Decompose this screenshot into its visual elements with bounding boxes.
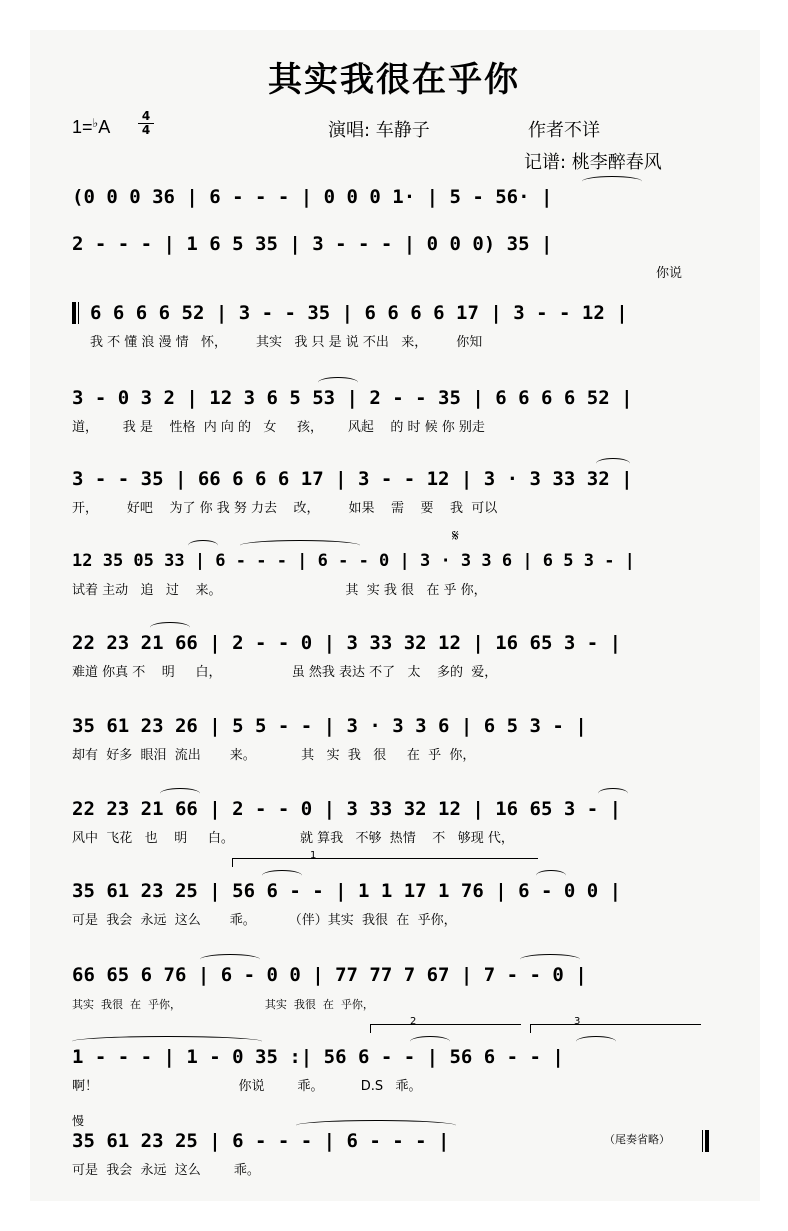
author-credit: 作者不详 <box>528 120 600 141</box>
final-bar <box>702 1130 709 1152</box>
lyric-line: 我 不 懂 浪 漫 情 怀， 其实 我 只 是 说 不出 来， 你知 <box>90 335 483 350</box>
slur <box>160 788 200 799</box>
repeat-start-bar <box>72 302 79 324</box>
slur <box>536 870 566 881</box>
score-row-3 <box>0 300 788 380</box>
slur <box>576 1036 616 1047</box>
slur <box>262 870 302 881</box>
ending-note: （尾奏省略） <box>604 1133 670 1146</box>
song-title: 其实我很在乎你 <box>268 60 520 100</box>
volta-number-2: 2 <box>410 1016 417 1027</box>
score-row-4 <box>0 385 788 465</box>
lyric-line: 啊！ 你说 乖。 D.S 乖。 <box>72 1079 422 1094</box>
slur <box>240 540 360 551</box>
lyric-line: 你说 <box>656 266 683 281</box>
slur <box>200 954 260 965</box>
lyric-line: 其实 我很 在 乎你， 其实 我很 在 乎你， <box>72 998 374 1011</box>
notation-line: 22 23 21 66 | 2 - - 0 | 3 33 32 12 | 16 65 3 - | <box>72 798 622 820</box>
lyric-line: 难道 你真 不 明 白， 虽 然我 表达 不了 太 多的 爱， <box>72 665 498 680</box>
volta-bracket-2 <box>370 1024 521 1033</box>
flat-sign: ♭ <box>92 116 99 130</box>
volta-number-3: 3 <box>574 1016 581 1027</box>
slur <box>188 540 218 551</box>
singer-credit: 演唱: 车静子 <box>328 120 430 141</box>
key-prefix: 1= <box>72 117 93 137</box>
slur <box>72 1036 262 1047</box>
lyric-line: 却有 好多 眼泪 流出 来。 其 实 我 很 在 乎 你， <box>72 748 476 763</box>
lyric-line: 开， 好吧 为了 你 我 努 力去 改， 如果 需 要 我 可以 <box>72 501 498 516</box>
notation-line: 2 - - - | 1 6 5 35 | 3 - - - | 0 0 0) 35 | <box>72 233 553 255</box>
notation-line: 3 - 0 3 2 | 12 3 6 5 53 | 2 - - 35 | 6 6 6 6 52 | <box>72 387 633 409</box>
notation-line: (0 0 0 36 | 6 - - - | 0 0 0 1· | 5 - 56· | <box>72 186 553 208</box>
lyric-line: 风中 飞花 也 明 白。 就 算我 不够 热情 不 够现 代， <box>72 831 514 846</box>
slur <box>598 788 628 799</box>
score-row-2 <box>0 231 788 311</box>
meter-top: 4 <box>138 110 154 124</box>
slur <box>296 1120 456 1131</box>
score-row-8 <box>0 713 788 793</box>
lyric-line: 可是 我会 永远 这么 乖。 （伴）其实 我很 在 乎你， <box>72 913 457 928</box>
tempo-mark: 慢 <box>72 1114 85 1128</box>
score-row-13 <box>0 1114 788 1208</box>
time-signature <box>138 110 154 137</box>
slur <box>582 176 642 187</box>
lyric-line: 道， 我 是 性格 内 向 的 女 孩， 风起 的 时 候 你 别走 <box>72 420 485 435</box>
slur <box>410 1036 450 1047</box>
score-row-5 <box>0 466 788 546</box>
slur <box>596 458 630 469</box>
key-signature <box>72 116 110 138</box>
notation-line: 35 61 23 25 | 6 - - - | 6 - - - | <box>72 1130 450 1152</box>
lyric-line: 可是 我会 永远 这么 乖。 <box>72 1163 260 1178</box>
notation-line: 12 35 05 33 | 6 - - - | 6 - - 0 | 3 · 3 3 6 | 6 5 3 - | <box>72 551 635 571</box>
segno-sign: 𝄋 <box>452 526 459 545</box>
score-row-12 <box>0 1016 788 1124</box>
score-row-10 <box>0 850 788 958</box>
notation-line: 35 61 23 25 | 56 6 - - | 1 1 17 1 76 | 6 - 0 0 | <box>72 880 622 902</box>
notation-line: 6 6 6 6 52 | 3 - - 35 | 6 6 6 6 17 | 3 - - 12 | <box>90 302 628 324</box>
lyric-line: 试着 主动 追 过 来。 其 实 我 很 在 乎 你， <box>72 583 487 598</box>
score-row-7 <box>0 630 788 710</box>
volta-bracket-1 <box>232 858 538 867</box>
meter-bottom: 4 <box>141 123 151 137</box>
volta-bracket-3 <box>530 1024 701 1033</box>
notation-line: 1 - - - | 1 - 0 35 :| 56 6 - - | 56 6 - - | <box>72 1046 564 1068</box>
notation-line: 66 65 6 76 | 6 - 0 0 | 77 77 7 67 | 7 - - 0 | <box>72 964 587 986</box>
notation-line: 22 23 21 66 | 2 - - 0 | 3 33 32 12 | 16 65 3 - | <box>72 632 622 654</box>
key-note: A <box>98 117 111 137</box>
volta-number-1: 1 <box>310 850 317 861</box>
scribe-credit: 记谱: 桃李醉春风 <box>524 152 662 173</box>
score-row-6 <box>0 526 788 628</box>
slur <box>318 377 358 388</box>
notation-line: 35 61 23 26 | 5 5 - - | 3 · 3 3 6 | 6 5 3 - | <box>72 715 587 737</box>
slur <box>150 622 190 633</box>
notation-line: 3 - - 35 | 66 6 6 6 17 | 3 - - 12 | 3 · 3 33 32 | <box>72 468 633 490</box>
slur <box>520 954 580 965</box>
